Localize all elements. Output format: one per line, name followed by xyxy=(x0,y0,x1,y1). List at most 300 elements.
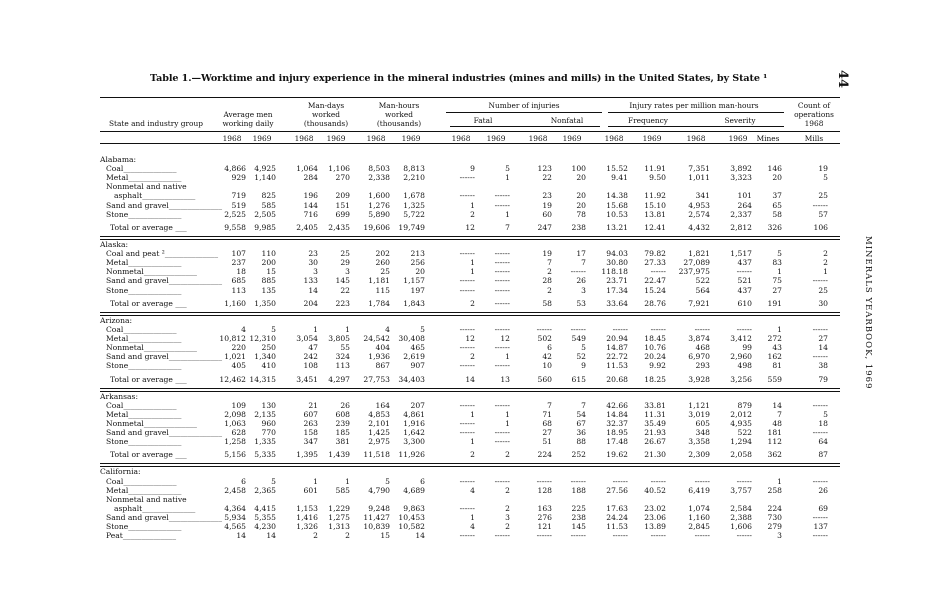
table-cell: 272 xyxy=(767,334,782,344)
table-cell: 5,355 xyxy=(254,513,276,523)
table-cell: 5 xyxy=(271,476,276,486)
table-cell: ------ xyxy=(812,513,828,523)
table-cell: 6,419 xyxy=(688,485,710,495)
table-cell: ------ xyxy=(494,437,510,447)
table-cell: 960 xyxy=(261,419,276,428)
table-cell: 11.31 xyxy=(644,409,666,419)
table-cell: 19,606 xyxy=(363,222,390,232)
table-cell: ------ xyxy=(459,285,475,295)
table-cell: 498 xyxy=(737,361,752,371)
industry-label: Sand and gravel______________ xyxy=(106,352,222,362)
table-cell: 78 xyxy=(576,209,586,219)
table-cell: 3,256 xyxy=(730,374,752,384)
table-cell: 58 xyxy=(772,209,782,219)
header-number-of-injuries: Number of injuries xyxy=(488,101,560,110)
table-cell: ------ xyxy=(459,531,475,541)
page-title: Table 1.—Worktime and injury experience in the mineral industries (mines and mills) in the United States, by State ¹ xyxy=(150,73,768,84)
table-cell: 19 xyxy=(542,249,552,259)
table-cell: 11.53 xyxy=(606,361,628,371)
table-cell: ------ xyxy=(494,276,510,286)
table-cell: 17.34 xyxy=(606,285,628,295)
table-cell: 204 xyxy=(303,298,318,308)
table-cell: 19,749 xyxy=(398,222,425,232)
table-cell: 559 xyxy=(767,374,782,384)
table-cell: 25 xyxy=(818,191,828,201)
table-cell: 65 xyxy=(772,200,782,210)
table-cell: 1,335 xyxy=(254,437,276,447)
table-cell: 196 xyxy=(303,191,318,201)
table-cell: ------ xyxy=(570,476,586,486)
table-cell: 3,874 xyxy=(688,334,710,344)
table-cell: ------ xyxy=(736,267,752,277)
table-cell: 519 xyxy=(231,200,246,210)
table-cell: 1 xyxy=(313,324,318,334)
table-cell: 128 xyxy=(537,485,552,495)
table-cell: ------ xyxy=(570,267,586,277)
leader-dots: ______________ xyxy=(143,343,197,353)
table-cell: 465 xyxy=(410,343,425,353)
table-cell: 15 xyxy=(380,531,390,541)
table-cell: 18 xyxy=(236,267,246,277)
table-cell: 71 xyxy=(542,409,552,419)
table-cell: 33.81 xyxy=(644,400,666,410)
table-cell: 2 xyxy=(313,531,318,541)
state-name: Arkansas: xyxy=(100,391,139,401)
table-cell: 4,415 xyxy=(254,503,276,513)
table-cell: 1 xyxy=(470,437,475,447)
table-cell: 1,843 xyxy=(403,298,425,308)
table-cell: 1,106 xyxy=(328,164,350,174)
table-cell: 100 xyxy=(571,164,586,174)
table-cell: 4,297 xyxy=(328,374,350,384)
table-cell: 4,565 xyxy=(224,522,246,532)
table-cell: 20 xyxy=(415,267,425,277)
industry-label: Nonmetal______________ xyxy=(106,267,197,277)
table-cell: ------ xyxy=(570,324,586,334)
table-cell: ------ xyxy=(494,531,510,541)
table-cell: 27 xyxy=(772,285,782,295)
table-cell: 1 xyxy=(313,476,318,486)
table-cell: 605 xyxy=(695,419,710,428)
table-cell: 348 xyxy=(695,428,710,438)
table-cell: 11.53 xyxy=(606,522,628,532)
industry-label: Stone______________ xyxy=(106,522,182,532)
table-cell: 145 xyxy=(571,522,586,532)
table-header xyxy=(100,98,840,154)
table-cell: 1 xyxy=(505,173,510,183)
leader-dots: ______________ xyxy=(142,503,196,513)
table-cell: 14,315 xyxy=(249,374,276,384)
table-cell: 29 xyxy=(340,258,350,268)
leader-dots: ______________ xyxy=(128,334,182,344)
table-cell: 2,012 xyxy=(730,409,752,419)
table-cell: 3 xyxy=(345,267,350,277)
table-cell: 24,542 xyxy=(363,334,390,344)
table-cell: ------ xyxy=(812,352,828,362)
table-cell: 560 xyxy=(537,374,552,384)
table-cell: 610 xyxy=(737,298,752,308)
table-cell: 362 xyxy=(767,450,782,460)
table-cell: 26 xyxy=(818,485,828,495)
table-cell: ------ xyxy=(459,503,475,513)
table-cell: ------ xyxy=(536,531,552,541)
table-cell: 3 xyxy=(313,267,318,277)
leader-dots: ______________ xyxy=(168,513,222,523)
industry-label: Metal______________ xyxy=(106,334,182,344)
table-cell: 1,160 xyxy=(688,513,710,523)
subheader-rule xyxy=(100,131,840,132)
year-label: 1968 xyxy=(604,134,624,143)
table-cell: 17 xyxy=(576,249,586,259)
table-cell: 20.24 xyxy=(644,352,666,362)
table-cell: 48 xyxy=(772,419,782,428)
table-cell: 1 xyxy=(777,476,782,486)
table-cell: 4,432 xyxy=(688,222,710,232)
industry-label: Nonmetal and native xyxy=(106,182,187,192)
section-divider xyxy=(100,236,840,240)
table-cell: 109 xyxy=(231,400,246,410)
table-cell: 60 xyxy=(542,209,552,219)
table-cell: 21.93 xyxy=(644,428,666,438)
running-head: MINERALS YEARBOOK, 1969 xyxy=(863,236,873,390)
table-cell: 101 xyxy=(737,191,752,201)
table-cell: 237 xyxy=(231,258,246,268)
year-label: 1969 xyxy=(401,134,421,143)
table-cell: 57 xyxy=(818,209,828,219)
table-cell: 23.06 xyxy=(644,513,666,523)
table-cell: 3 xyxy=(777,531,782,541)
table-cell: 23 xyxy=(542,191,552,201)
table-cell: 404 xyxy=(375,343,390,353)
table-cell: ------ xyxy=(459,343,475,353)
table-cell: 247 xyxy=(537,222,552,232)
table-cell: 22 xyxy=(542,173,552,183)
table-row xyxy=(100,287,840,296)
table-cell: 1,425 xyxy=(368,428,390,438)
table-cell: 1,916 xyxy=(403,419,425,428)
table-cell: 22.47 xyxy=(644,276,666,286)
table-cell: 601 xyxy=(303,485,318,495)
table-cell: 58 xyxy=(542,298,552,308)
table-cell: ------ xyxy=(812,324,828,334)
table-cell: 27.33 xyxy=(644,258,666,268)
table-cell: 25 xyxy=(818,285,828,295)
leader-dots: ______________ xyxy=(128,173,182,183)
leader-dots: ______________ xyxy=(128,209,182,219)
table-cell: 1,517 xyxy=(730,249,752,259)
table-cell: 1,294 xyxy=(730,437,752,447)
table-cell: 20.94 xyxy=(606,334,628,344)
table-cell: ------ xyxy=(570,531,586,541)
table-cell: 341 xyxy=(695,191,710,201)
table-cell: 32.37 xyxy=(606,419,628,428)
table-cell: 112 xyxy=(767,437,782,447)
table-cell: ------ xyxy=(494,476,510,486)
leader-dots: ______________ xyxy=(168,276,222,286)
industry-label: Coal and peat ²______________ xyxy=(106,249,218,259)
table-cell: 67 xyxy=(576,419,586,428)
table-cell: ------ xyxy=(494,249,510,259)
table-cell: ------ xyxy=(650,531,666,541)
table-cell: 12 xyxy=(465,222,475,232)
table-cell: 7,921 xyxy=(688,298,710,308)
table-cell: 1,181 xyxy=(368,276,390,286)
table-cell: 2,338 xyxy=(368,173,390,183)
table-cell: 1 xyxy=(470,267,475,277)
leader-dots: ______________ xyxy=(168,352,222,362)
leader-dots: ______________ xyxy=(143,419,197,428)
table-cell: 4 xyxy=(470,522,475,532)
industry-label: Total or average ___ xyxy=(110,298,187,308)
table-cell: 22 xyxy=(340,285,350,295)
table-cell: 347 xyxy=(303,437,318,447)
year-label: Mines xyxy=(756,134,780,143)
table-cell: 30 xyxy=(818,298,828,308)
industry-label: Sand and gravel______________ xyxy=(106,276,222,286)
table-cell: 2,619 xyxy=(403,352,425,362)
table-cell: 3,323 xyxy=(730,173,752,183)
table-cell: 34,403 xyxy=(398,374,425,384)
table-cell: 1,313 xyxy=(328,522,350,532)
header-injury-rates: Injury rates per million man-hours xyxy=(629,101,759,110)
table-cell: 20.68 xyxy=(606,374,628,384)
table-cell: 5 xyxy=(505,164,510,174)
table-cell: 3,892 xyxy=(730,164,752,174)
table-cell: 13.89 xyxy=(644,522,666,532)
year-label: 1969 xyxy=(642,134,662,143)
table-cell: ------ xyxy=(494,361,510,371)
table-cell: 202 xyxy=(375,249,390,259)
table-cell: 11,518 xyxy=(363,450,390,460)
table-cell: 27,089 xyxy=(683,258,710,268)
table-cell: 879 xyxy=(737,400,752,410)
table-cell: 10,839 xyxy=(363,522,390,532)
table-cell: 1 xyxy=(777,267,782,277)
table-cell: 564 xyxy=(695,285,710,295)
table-cell: ------ xyxy=(494,428,510,438)
table-cell: 284 xyxy=(303,173,318,183)
table-cell: 324 xyxy=(335,352,350,362)
table-cell: 2,365 xyxy=(254,485,276,495)
table-cell: 9.92 xyxy=(649,361,666,371)
table-cell: 867 xyxy=(375,361,390,371)
table-cell: 4,953 xyxy=(688,200,710,210)
table-cell: 8,503 xyxy=(368,164,390,174)
leader-dots: ______________ xyxy=(128,409,182,419)
year-label: 1968 xyxy=(366,134,386,143)
table-cell: 929 xyxy=(231,173,246,183)
table-cell: 14 xyxy=(308,285,318,295)
table-cell: 123 xyxy=(537,164,552,174)
table-cell: 5 xyxy=(777,249,782,259)
header-count-of-operations: Count of operations 1968 xyxy=(794,101,834,128)
table-cell: ------ xyxy=(736,476,752,486)
table-cell: 22.72 xyxy=(606,352,628,362)
table-cell: ------ xyxy=(494,200,510,210)
section-divider xyxy=(100,463,840,467)
table-cell: 4,853 xyxy=(368,409,390,419)
year-label: 1969 xyxy=(252,134,272,143)
table-cell: 2,337 xyxy=(730,209,752,219)
table-cell: 27 xyxy=(818,334,828,344)
table-cell: 224 xyxy=(767,503,782,513)
industry-label: Total or average ___ xyxy=(110,374,187,384)
table-cell: 20 xyxy=(576,200,586,210)
leader-dots: ___ xyxy=(172,450,187,460)
table-cell: 4,866 xyxy=(224,164,246,174)
table-cell: 14 xyxy=(818,343,828,353)
header-man-hours: Man-hours worked (thousands) xyxy=(376,101,422,128)
table-cell: 54 xyxy=(576,409,586,419)
table-cell: 12,462 xyxy=(219,374,246,384)
table-cell: 1,064 xyxy=(296,164,318,174)
table-cell: 1,439 xyxy=(328,450,350,460)
table-cell: 1 xyxy=(470,409,475,419)
table-cell: 14 xyxy=(772,400,782,410)
table-cell: ------ xyxy=(736,531,752,541)
table-cell: 38 xyxy=(818,361,828,371)
table-cell: 719 xyxy=(231,191,246,201)
table-cell: 64 xyxy=(818,437,828,447)
table-cell: 2,574 xyxy=(688,209,710,219)
table-cell: 1 xyxy=(823,267,828,277)
leader-dots: ______________ xyxy=(128,485,182,495)
table-cell: 79 xyxy=(818,374,828,384)
table-cell: 158 xyxy=(303,428,318,438)
table-cell: 730 xyxy=(767,513,782,523)
table-cell: 14 xyxy=(415,531,425,541)
table-cell: ------ xyxy=(459,191,475,201)
table-cell: 10.53 xyxy=(606,209,628,219)
table-cell: 2 xyxy=(505,503,510,513)
table-cell: 3,358 xyxy=(688,437,710,447)
table-cell: 9,863 xyxy=(403,503,425,513)
table-cell: 14.87 xyxy=(606,343,628,353)
table-cell: 30 xyxy=(308,258,318,268)
table-cell: 3 xyxy=(505,513,510,523)
table-cell: 10 xyxy=(542,361,552,371)
table-cell: 5 xyxy=(823,409,828,419)
table-cell: 19.62 xyxy=(606,450,628,460)
table-cell: 1,276 xyxy=(368,200,390,210)
table-cell: 11.92 xyxy=(644,191,666,201)
table-cell: 1 xyxy=(345,476,350,486)
table-cell: 209 xyxy=(335,191,350,201)
table-cell: 239 xyxy=(335,419,350,428)
table-cell: 37 xyxy=(772,191,782,201)
table-cell: 1,326 xyxy=(296,522,318,532)
table-cell: ------ xyxy=(459,361,475,371)
leader-dots: ______________ xyxy=(123,476,177,486)
year-label: 1969 xyxy=(486,134,506,143)
industry-label: Sand and gravel______________ xyxy=(106,428,222,438)
fatal-nonfatal-rule xyxy=(450,126,600,127)
table-cell: 4,689 xyxy=(403,485,425,495)
table-cell: 69 xyxy=(818,503,828,513)
table-cell: 21.30 xyxy=(644,450,666,460)
industry-label: Nonmetal______________ xyxy=(106,343,197,353)
table-cell: 238 xyxy=(571,513,586,523)
table-cell: 615 xyxy=(571,374,586,384)
total-row xyxy=(100,376,840,385)
table-cell: 13.81 xyxy=(644,209,666,219)
header-nonfatal: Nonfatal xyxy=(550,116,584,125)
table-cell: 10,582 xyxy=(398,522,425,532)
state-heading-row xyxy=(100,468,840,477)
total-row xyxy=(100,224,840,233)
table-cell: 17.48 xyxy=(606,437,628,447)
table-cell: 25 xyxy=(340,249,350,259)
table-cell: ------ xyxy=(650,476,666,486)
table-cell: 21 xyxy=(308,400,318,410)
table-cell: ------ xyxy=(494,191,510,201)
header-bottom-rule xyxy=(100,143,840,144)
table-cell: 10,812 xyxy=(219,334,246,344)
table-cell: 68 xyxy=(542,419,552,428)
table-cell: 9 xyxy=(470,164,475,174)
table-cell: 2 xyxy=(505,450,510,460)
table-cell: 1,416 xyxy=(296,513,318,523)
table-cell: 23.02 xyxy=(644,503,666,513)
table-cell: 12 xyxy=(500,334,510,344)
table-cell: 825 xyxy=(261,191,276,201)
table-cell: 4,935 xyxy=(730,419,752,428)
table-cell: ------ xyxy=(812,276,828,286)
table-cell: 9 xyxy=(581,361,586,371)
table-cell: 164 xyxy=(375,400,390,410)
table-cell: 19 xyxy=(818,164,828,174)
table-cell: 2,388 xyxy=(730,513,752,523)
table-cell: 13.21 xyxy=(606,222,628,232)
table-cell: ------ xyxy=(536,476,552,486)
table-cell: 188 xyxy=(571,485,586,495)
table-cell: 135 xyxy=(261,285,276,295)
table-cell: 11.91 xyxy=(644,164,666,174)
industry-label: Nonmetal and native xyxy=(106,494,187,504)
leader-dots: ______________ xyxy=(143,267,197,277)
table-cell: 26.67 xyxy=(644,437,666,447)
table-cell: 3,451 xyxy=(296,374,318,384)
table-row xyxy=(100,211,840,220)
table-cell: 1,121 xyxy=(688,400,710,410)
table-cell: 2 xyxy=(470,450,475,460)
table-cell: 6 xyxy=(547,343,552,353)
table-cell: ------ xyxy=(459,476,475,486)
table-cell: ------ xyxy=(494,285,510,295)
table-cell: 585 xyxy=(261,200,276,210)
table-cell: 23 xyxy=(308,249,318,259)
table-cell: 33.64 xyxy=(606,298,628,308)
table-cell: 2 xyxy=(823,258,828,268)
table-cell: 1 xyxy=(470,513,475,523)
table-cell: 5 xyxy=(385,476,390,486)
table-cell: 2,505 xyxy=(254,209,276,219)
table-cell: 6 xyxy=(420,476,425,486)
table-cell: 4 xyxy=(470,485,475,495)
table-cell: 5,934 xyxy=(224,513,246,523)
table-cell: 213 xyxy=(410,249,425,259)
header-state: State and industry group xyxy=(108,119,204,128)
table-cell: 118.18 xyxy=(601,267,628,277)
table-cell: 27 xyxy=(542,428,552,438)
leader-dots: ______________ xyxy=(168,428,222,438)
table-cell: 716 xyxy=(303,209,318,219)
table-cell: 9,248 xyxy=(368,503,390,513)
table-cell: 5,722 xyxy=(403,209,425,219)
table-cell: 137 xyxy=(813,522,828,532)
state-name: California: xyxy=(100,467,141,477)
table-cell: 1,160 xyxy=(224,298,246,308)
